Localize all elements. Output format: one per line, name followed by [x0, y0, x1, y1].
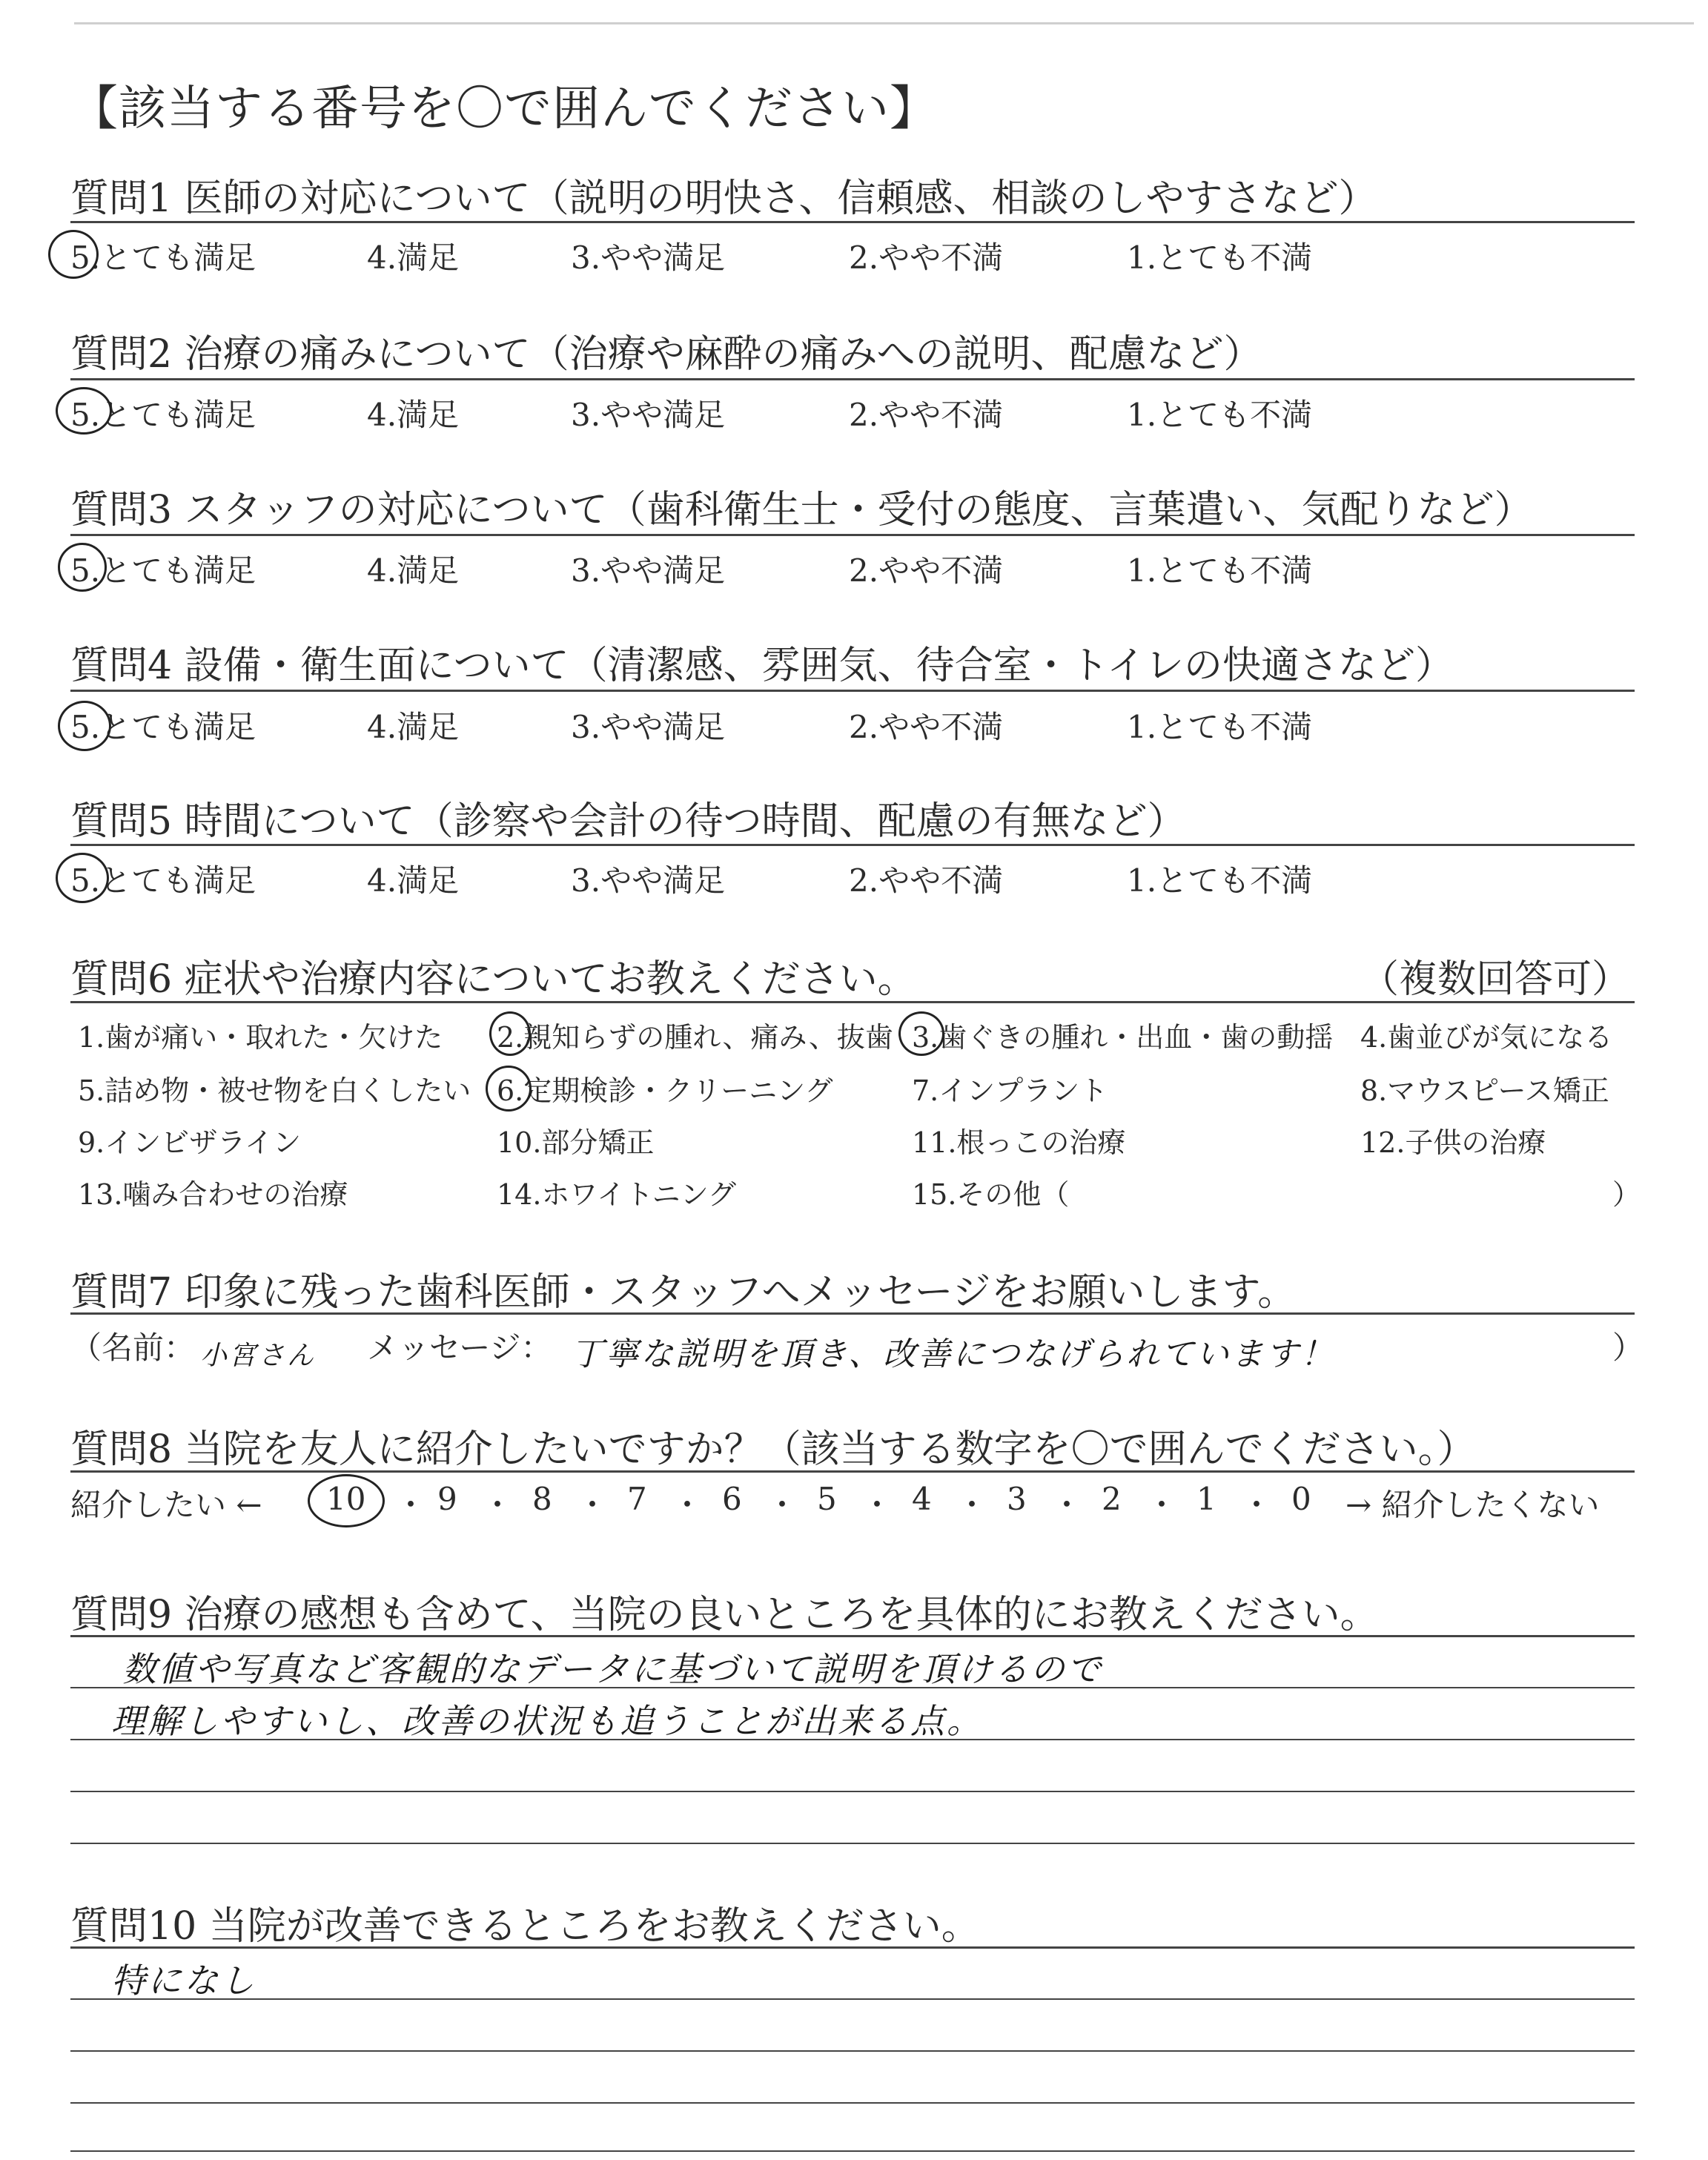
question-6-note: （複数回答可）	[1360, 957, 1631, 1002]
question-6-label: 質問6 症状や治療内容についてお教えください。	[70, 957, 916, 1002]
q7-message-label: メッセージ：	[367, 1330, 552, 1366]
q8-score-2[interactable]: 2	[1102, 1481, 1122, 1517]
q3-option-1[interactable]: 1.とても不満	[1127, 552, 1313, 589]
question-2-rule	[70, 378, 1635, 380]
q7-message-value[interactable]: 丁寧な説明を頂き、改善につなげられています！	[571, 1335, 1336, 1373]
q6-item-15[interactable]: 15.その他（	[912, 1178, 1070, 1211]
question-1-rule	[70, 221, 1635, 223]
q8-score-0[interactable]: 0	[1291, 1481, 1311, 1517]
q4-option-1[interactable]: 1.とても不満	[1127, 709, 1313, 745]
q6-selected-circle-2	[489, 1011, 531, 1056]
page-title: 【該当する番号を〇で囲んでください】	[70, 82, 938, 136]
question-3-rule	[70, 534, 1635, 536]
q1-option-2[interactable]: 2.やや不満	[849, 240, 1004, 276]
q5-option-5[interactable]: 5.とても満足	[70, 862, 256, 899]
q8-dot: ・	[482, 1487, 514, 1523]
q6-selected-circle-6	[486, 1066, 532, 1112]
question-9-label: 質問9 治療の感想も含めて、当院の良いところを具体的にお教えください。	[70, 1593, 1379, 1637]
q6-item-8[interactable]: 8.マウスピース矯正	[1360, 1074, 1609, 1107]
q1-option-3[interactable]: 3.やや満足	[571, 240, 726, 276]
q9-answer-line-1[interactable]: 数値や写真など客観的なデータに基づいて説明を頂けるので	[122, 1649, 1103, 1689]
q3-selected-circle	[58, 543, 107, 592]
q3-option-4[interactable]: 4.満足	[367, 552, 460, 589]
q7-name-label: （名前：	[70, 1330, 196, 1366]
q5-option-2[interactable]: 2.やや不満	[849, 862, 1004, 899]
q8-score-9[interactable]: 9	[437, 1481, 457, 1517]
q8-dot: ・	[1241, 1487, 1273, 1523]
q8-score-1[interactable]: 1	[1196, 1481, 1217, 1517]
q2-option-4[interactable]: 4.満足	[367, 397, 460, 433]
q6-item-12[interactable]: 12.子供の治療	[1360, 1126, 1546, 1159]
question-4-label: 質問4 設備・衛生面について（清潔感、雰囲気、待合室・トイレの快適さなど）	[70, 644, 1454, 688]
q8-score-3[interactable]: 3	[1007, 1481, 1027, 1517]
question-4-rule	[70, 690, 1635, 692]
q1-option-1[interactable]: 1.とても不満	[1127, 240, 1313, 276]
q8-right-label: → 紹介したくない	[1345, 1487, 1600, 1523]
q9-answer-line-2[interactable]: 理解しやすいし、改善の状況も追うことが出来る点。	[111, 1701, 983, 1741]
question-10-rule-5	[70, 2150, 1635, 2152]
q8-dot: ・	[672, 1487, 704, 1523]
q4-option-5[interactable]: 5.とても満足	[70, 709, 256, 745]
question-10-rule-4	[70, 2102, 1635, 2104]
q8-dot: ・	[956, 1487, 988, 1523]
q6-item-7[interactable]: 7.インプラント	[912, 1074, 1108, 1107]
q6-item-15-close: ）	[1612, 1178, 1641, 1211]
q4-option-2[interactable]: 2.やや不満	[849, 709, 1004, 745]
q6-item-14[interactable]: 14.ホワイトニング	[497, 1178, 737, 1211]
q6-item-9[interactable]: 9.インビザライン	[78, 1126, 302, 1159]
q1-selected-circle	[48, 230, 99, 279]
q6-item-6[interactable]: 6.定期検診・クリーニング	[497, 1074, 833, 1107]
q8-dot: ・	[1051, 1487, 1083, 1523]
q5-selected-circle	[56, 853, 109, 903]
question-7-rule	[70, 1312, 1635, 1315]
q5-option-4[interactable]: 4.満足	[367, 862, 460, 899]
question-2-label: 質問2 治療の痛みについて（治療や麻酔の痛みへの説明、配慮など）	[70, 332, 1262, 377]
q2-option-2[interactable]: 2.やや不満	[849, 397, 1004, 433]
question-5-label: 質問5 時間について（診察や会計の待つ時間、配慮の有無など）	[70, 799, 1186, 844]
q2-option-3[interactable]: 3.やや満足	[571, 397, 726, 433]
q6-item-2[interactable]: 2.親知らずの腫れ、痛み、抜歯	[497, 1021, 893, 1054]
q3-option-5[interactable]: 5.とても満足	[70, 552, 256, 589]
q2-option-5[interactable]: 5.とても満足	[70, 397, 256, 433]
q8-score-6[interactable]: 6	[722, 1481, 742, 1517]
q1-option-4[interactable]: 4.満足	[367, 240, 460, 276]
q8-score-4[interactable]: 4	[912, 1481, 932, 1517]
q6-item-5[interactable]: 5.詰め物・被せ物を白くしたい	[78, 1074, 471, 1107]
question-9-rule-3	[70, 1739, 1635, 1740]
q8-score-5[interactable]: 5	[817, 1481, 837, 1517]
q4-option-3[interactable]: 3.やや満足	[571, 709, 726, 745]
question-7-label: 質問7 印象に残った歯科医師・スタッフへメッセージをお願いします。	[70, 1270, 1297, 1315]
q8-score-8[interactable]: 8	[532, 1481, 552, 1517]
question-10-rule-1	[70, 1946, 1635, 1949]
question-8-label: 質問8 当院を友人に紹介したいですか？（該当する数字を〇で囲んでください。）	[70, 1427, 1476, 1472]
question-9-rule-5	[70, 1843, 1635, 1844]
q8-dot: ・	[861, 1487, 893, 1523]
q2-selected-circle	[56, 387, 112, 435]
top-border	[74, 22, 1694, 24]
q4-selected-circle	[58, 701, 111, 751]
question-1-label: 質問1 医師の対応について（説明の明快さ、信頼感、相談のしやすさなど）	[70, 176, 1377, 221]
q8-dot: ・	[1146, 1487, 1178, 1523]
q2-option-1[interactable]: 1.とても不満	[1127, 397, 1313, 433]
q6-item-3[interactable]: 3.歯ぐきの腫れ・出血・歯の動揺	[912, 1021, 1334, 1054]
q3-option-3[interactable]: 3.やや満足	[571, 552, 726, 589]
q4-option-4[interactable]: 4.満足	[367, 709, 460, 745]
q6-item-13[interactable]: 13.噛み合わせの治療	[78, 1178, 348, 1211]
q3-option-2[interactable]: 2.やや不満	[849, 552, 1004, 589]
q5-option-3[interactable]: 3.やや満足	[571, 862, 726, 899]
q7-name-value[interactable]: 小宮さん	[200, 1341, 317, 1371]
q8-dot: ・	[395, 1487, 427, 1523]
question-3-label: 質問3 スタッフの対応について（歯科衛生士・受付の態度、言葉遣い、気配りなど）	[70, 488, 1533, 532]
q8-selected-circle	[308, 1474, 385, 1527]
q10-answer-line-1[interactable]: 特になし	[111, 1961, 256, 2001]
q8-dot: ・	[577, 1487, 609, 1523]
question-8-rule	[70, 1470, 1635, 1473]
q5-option-1[interactable]: 1.とても不満	[1127, 862, 1313, 899]
question-9-rule-1	[70, 1635, 1635, 1637]
question-10-rule-3	[70, 2050, 1635, 2052]
question-9-rule-4	[70, 1791, 1635, 1792]
q8-score-10[interactable]: 10	[326, 1481, 366, 1517]
q8-left-label: 紹介したい ←	[70, 1487, 262, 1523]
question-9-rule-2	[70, 1687, 1635, 1688]
question-5-rule	[70, 844, 1635, 846]
q1-option-5[interactable]: 5.とても満足	[70, 240, 256, 276]
question-10-label: 質問10 当院が改善できるところをお教えください。	[70, 1904, 980, 1949]
q8-dot: ・	[767, 1487, 798, 1523]
q8-score-7[interactable]: 7	[627, 1481, 647, 1517]
q6-item-4[interactable]: 4.歯並びが気になる	[1360, 1021, 1613, 1054]
q6-item-11[interactable]: 11.根っこの治療	[912, 1126, 1126, 1159]
q6-item-1[interactable]: 1.歯が痛い・取れた・欠けた	[78, 1021, 443, 1054]
q6-item-10[interactable]: 10.部分矯正	[497, 1126, 655, 1159]
question-10-rule-2	[70, 1998, 1635, 2000]
q7-close-paren: ）	[1612, 1330, 1644, 1366]
question-6-rule	[70, 1001, 1635, 1003]
q6-selected-circle-3	[898, 1011, 944, 1056]
